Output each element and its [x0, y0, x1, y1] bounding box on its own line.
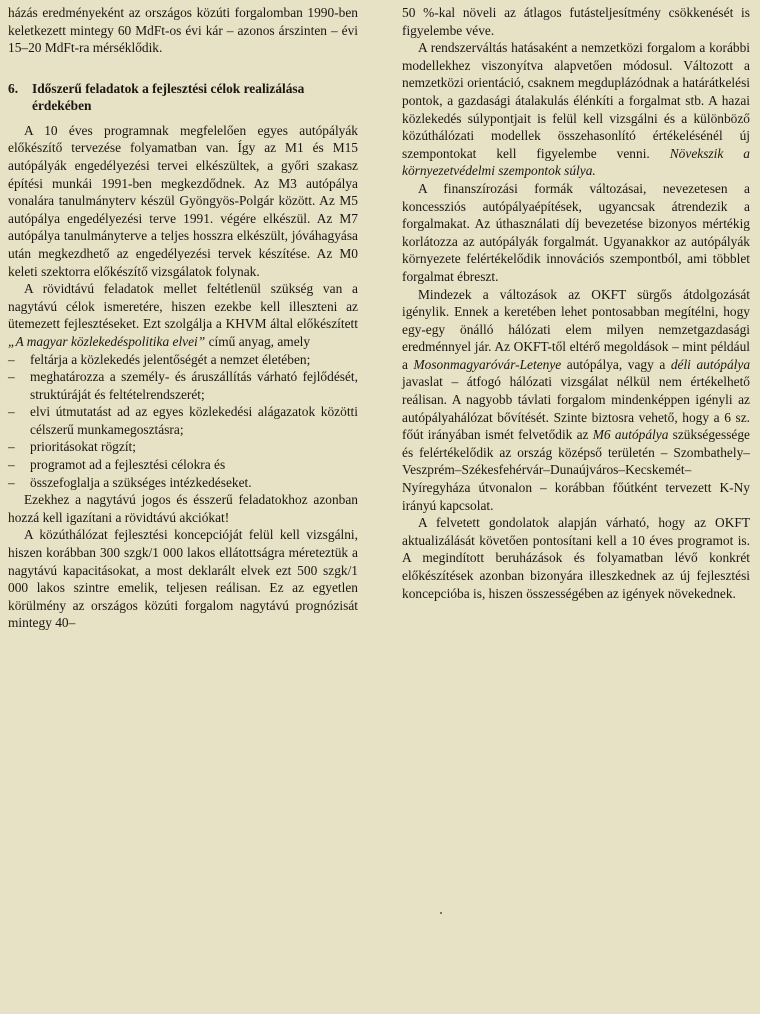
- text-run: című anyag, amely: [205, 333, 311, 349]
- list-item: – meghatározza a személy- és áruszállítás várható fejlődését, struktúráját és feltételrendszerét;: [8, 368, 358, 403]
- emphasis-text: déli autópálya: [670, 356, 751, 372]
- text-run: javaslat – átfogó hálózati vizsgálat nélkül nem értékelhető reálisan. A nagyobb távlati forgalom mindenképpen igényli az autópályahálózat bővítését. Szinte biztosra vehető, hogy a 6 sz. főút irányában ismét felvetődik az: [402, 374, 750, 443]
- paragraph-okft: [402, 286, 750, 515]
- left-column: [8, 4, 358, 632]
- list-item: – feltárja a közlekedés jelentőségét a nemzet életében;: [8, 351, 358, 369]
- text-run: szükségessége és felértékelődik az ország középső területén – Szombathely–Veszprém–Székesfehérvár–Dunaújváros–Kecskemét–Nyíregyháza útvonalon – korábban főútként tervezett K-Ny irányú kapcsolat.: [402, 427, 750, 513]
- intro-paragraph: házás eredményeként az országos közúti forgalomban 1990-ben keletkezett mintegy 60 MdFt-os évi kár – azonos árszinten – évi 15–20 MdFt-ra mérséklődik.: [8, 5, 358, 56]
- paragraph-regime-change: [402, 39, 750, 180]
- list-item: – elvi útmutatást ad az egyes közlekedési alágazatok közötti célszerű munkamegosztásra;: [8, 403, 358, 438]
- policy-list: [8, 351, 358, 492]
- right-column: [402, 4, 750, 602]
- spacer: [8, 57, 358, 74]
- section-number: 6.: [8, 80, 19, 96]
- emphasis-text: M6 autópálya: [592, 427, 669, 443]
- speck-mark: [440, 912, 442, 914]
- section-title: Időszerű feladatok a fejlesztési célok realizálása érdekében: [32, 80, 305, 113]
- paragraph-adjust: Ezekhez a nagytávú jogos és ésszerű feladatokhoz azonban hozzá kell igazítani a rövidtávú akciókat!: [8, 492, 358, 525]
- paragraph-network-review: A közúthálózat fejlesztési koncepcióját felül kell vizsgálni, hiszen korábban 300 szgk/1 000 lakos ellátottságra méreteztük a nagytávú kapacitásokat, a most deklarált elvek ezt 500 szgk/1 000 lakos szintre emelik, teljesen reálisan. Ez az egyetlen körülmény az országos közúti forgalom nagytávú prognózisát mintegy 40–: [8, 527, 358, 631]
- paragraph-programs: A 10 éves programnak megfelelően egyes autópályák előkészítő tervezése folyamatban van. Így az M1 és M15 autópályák engedélyezési tervei elkészültek, a győri szakasz építési munkái 1991-ben megkezdődnek. Az M3 autópálya vonalára tanulmányterv készül Gyöngyös-Polgár között. Az M5 autópálya engedélyezési terve 1991. végére elkészül. Az M7 autópálya tanulmányterve a teljes hosszra elkészült, jóváhagyása után megkezdhető az engedélyezési tervek készítése. Az M0 keleti szektorra előkészítő vizsgálatok folynak.: [8, 122, 358, 279]
- paragraph-short-term: [8, 280, 358, 350]
- list-item: – összefoglalja a szükséges intézkedéseket.: [8, 474, 358, 492]
- paragraph-conclusion: A felvetett gondolatok alapján várható, hogy az OKFT aktualizálását követően pontosítani kell a 10 éves programot is. A megindított beruházások és folyamatban lévő konkrét előkészítések azonban bizonyára illeszkednek az új fejlesztési koncepcióba is, hiszen összességében az igények növekednek.: [402, 515, 750, 601]
- text-run: A rövidtávú feladatok mellet feltétlenül szükség van a nagytávú célok ismeretére, hiszen ezekbe kell illeszteni az ütemezett fejlesztéseket. Ezt szolgálja a KHVM által előkészített: [8, 281, 358, 332]
- section-heading: [8, 80, 358, 114]
- emphasis-text: Növekszik a környezetvédelmi szempontok súlya.: [402, 145, 750, 179]
- emphasis-text: Mosonmagyaróvár-Letenye: [413, 356, 562, 372]
- list-item: – programot ad a fejlesztési célokra és: [8, 456, 358, 474]
- text-run: Mindezek a változások az OKFT sürgős átdolgozását igénylik. Ennek a keretében lehet pontosabban megítélni, hogy egy-egy önálló hálózati elem milyen nemzetgazdasági eredménnyel jár. Az OKFT-től eltérő megoldások – mint például a: [402, 286, 750, 372]
- paragraph-financing: A finanszírozási formák változásai, nevezetesen a koncessziós autópályaépítések, ugyancsak átrendezik a forgalmakat. Az úthasználati díj bevezetése bizonyos mértékig korlátozza az autópályák forgalmát. Ugyanakkor az autópályák környezete felértékelődik innovációs szempontból, ami többlet forgalmat ébreszt.: [402, 180, 750, 284]
- text-run: A rendszerváltás hatásaként a nemzetközi forgalom a korábbi modellekhez viszonyítva alapvetően módosul. Változott a nemzetközi orientáció, csaknem megduplázódnak a határátkelési pontok, a gazdasági átalakulás élénkíti a forgalmat stb. A hazai közlekedés súlypontjait is felül kell vizsgálni és a különböző közúthálózati modellek összehasonlító értékelésénél új szempontokat kell figyelembe venni.: [402, 40, 750, 161]
- emphasis-text: „A magyar közlekedéspolitika elvei”: [8, 333, 206, 349]
- continued-paragraph: 50 %-kal növeli az átlagos futásteljesítmény csökkenését is figyelembe véve.: [402, 5, 750, 38]
- text-run: autópálya, vagy a: [561, 356, 671, 372]
- list-item: – prioritásokat rögzít;: [8, 438, 358, 456]
